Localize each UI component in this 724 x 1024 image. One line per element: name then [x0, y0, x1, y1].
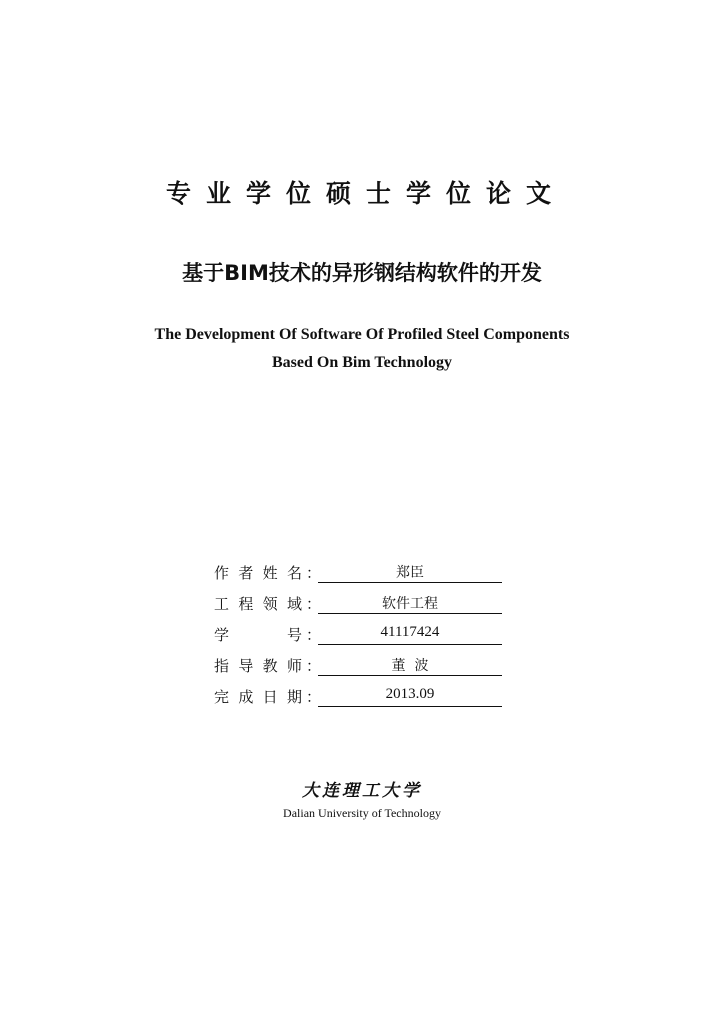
info-value-student-id: 41117424: [318, 624, 502, 645]
info-row-author: 作 者 姓 名 ： 郑臣: [214, 562, 514, 584]
info-label: 作 者 姓 名: [214, 564, 302, 582]
info-value-field: 软件工程: [318, 593, 502, 614]
university-name-chinese: 大连理工大学: [302, 781, 422, 801]
info-label: 指 导 教 师: [214, 657, 302, 675]
info-value-author: 郑臣: [318, 562, 502, 583]
info-row-field: 工 程 领 域 ： 软件工程: [214, 593, 514, 615]
info-row-date: 完 成 日 期 ： 2013.09: [214, 686, 514, 708]
title-en-line-1: The Development Of Software Of Profiled Steel Components: [154, 326, 570, 343]
university-name-english: Dalian University of Technology: [283, 806, 441, 820]
info-value-date: 2013.09: [318, 686, 502, 707]
info-label: 工 程 领 域: [214, 595, 302, 613]
thesis-title-english: [0, 321, 724, 377]
info-row-student-id: 学 号 ： 41117424: [214, 624, 514, 646]
title-en-line-2: Based On Bim Technology: [271, 354, 453, 371]
thesis-title-chinese: 基于BIM技术的异形钢结构软件的开发: [182, 261, 542, 285]
info-value-advisor: 董 波: [318, 655, 502, 676]
info-label: 学 号: [214, 626, 302, 644]
info-row-advisor: 指 导 教 师 ： 董 波: [214, 655, 514, 677]
info-label: 完 成 日 期: [214, 688, 302, 706]
degree-type-heading: 专业学位硕士学位论文: [165, 179, 566, 208]
